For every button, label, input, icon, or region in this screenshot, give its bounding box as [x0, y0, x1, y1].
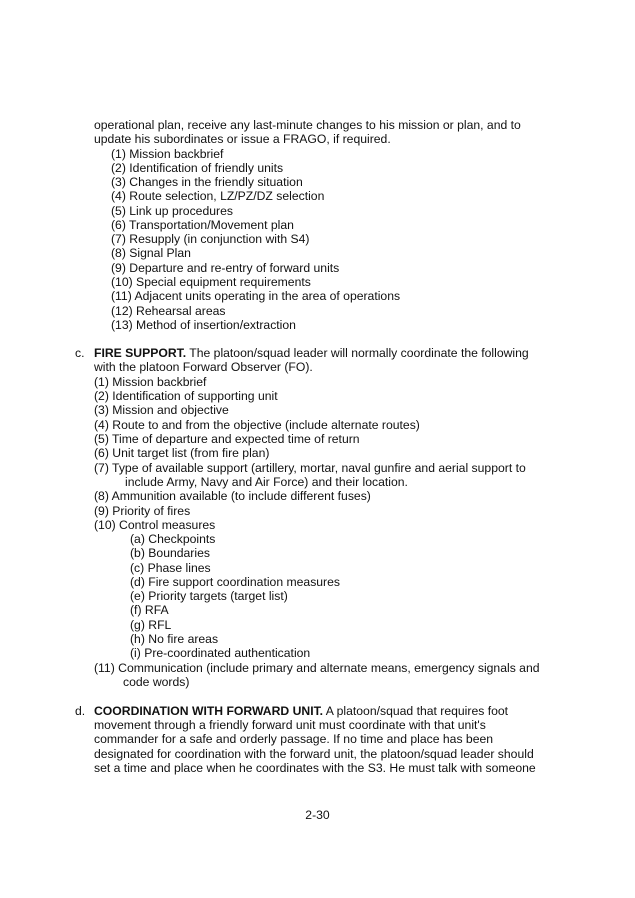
paragraph-line: set a time and place when he coordinates with the S3. He must talk with someone [94, 761, 536, 775]
list-item: (6) Unit target list (from fire plan) [94, 446, 270, 460]
list-item: (8) Ammunition available (to include different fuses) [94, 489, 371, 503]
paragraph-line: movement through a friendly forward unit must coordinate with that unit's [94, 718, 486, 732]
sub-list-item: (c) Phase lines [130, 561, 211, 575]
section-heading: COORDINATION WITH FORWARD UNIT. [94, 704, 324, 718]
paragraph-text: A platoon/squad that requires foot [323, 704, 509, 718]
paragraph-line: commander for a safe and orderly passage. If no time and place has been [94, 732, 494, 746]
paragraph-line: operational plan, receive any last-minute changes to his mission or plan, and to [94, 118, 521, 132]
list-item: (7) Resupply (in conjunction with S4) [111, 232, 310, 246]
list-item: (10) Control measures [94, 518, 216, 532]
list-item: (3) Mission and objective [94, 403, 229, 417]
list-item: (13) Method of insertion/extraction [111, 318, 296, 332]
sub-list-item: (f) RFA [130, 603, 169, 617]
list-item: (1) Mission backbrief [111, 147, 224, 161]
sub-list-item: (i) Pre-coordinated authentication [130, 646, 311, 660]
list-item: (8) Signal Plan [111, 246, 191, 260]
list-item: (10) Special equipment requirements [111, 275, 311, 289]
list-item: (4) Route selection, LZ/PZ/DZ selection [111, 189, 325, 203]
section-heading-line [94, 704, 508, 718]
list-item: (3) Changes in the friendly situation [111, 175, 303, 189]
paragraph-line: update his subordinates or issue a FRAGO, if required. [94, 132, 391, 146]
list-item: (1) Mission backbrief [94, 375, 207, 389]
list-item: (5) Link up procedures [111, 204, 233, 218]
sub-list-item: (d) Fire support coordination measures [130, 575, 340, 589]
list-item-continuation: include Army, Navy and Air Force) and their location. [125, 475, 408, 489]
sub-list-item: (a) Checkpoints [130, 532, 216, 546]
list-item: (12) Rehearsal areas [111, 304, 226, 318]
list-item: (11) Adjacent units operating in the area of operations [111, 289, 401, 303]
page-number: 2-30 [305, 808, 330, 822]
section-heading: FIRE SUPPORT. [94, 346, 187, 360]
list-item: (7) Type of available support (artillery, mortar, naval gunfire and aerial support to [94, 461, 526, 475]
sub-list-item: (h) No fire areas [130, 632, 219, 646]
list-item: (9) Departure and re-entry of forward units [111, 261, 340, 275]
section-heading-line [94, 346, 529, 360]
list-item: (11) Communication (include primary and alternate means, emergency signals and [94, 661, 540, 675]
list-item: (5) Time of departure and expected time of return [94, 432, 360, 446]
list-item: (2) Identification of supporting unit [94, 389, 278, 403]
list-item: (2) Identification of friendly units [111, 161, 284, 175]
list-item: (6) Transportation/Movement plan [111, 218, 294, 232]
list-item: (9) Priority of fires [94, 504, 191, 518]
sub-list-item: (b) Boundaries [130, 546, 210, 560]
list-item: (4) Route to and from the objective (include alternate routes) [94, 418, 420, 432]
paragraph-text: The platoon/squad leader will normally coordinate the following [186, 346, 529, 360]
paragraph-line: designated for coordination with the forward unit, the platoon/squad leader should [94, 747, 534, 761]
sub-list-item: (g) RFL [130, 618, 172, 632]
paragraph-line: with the platoon Forward Observer (FO). [94, 360, 313, 374]
section-marker: d. [75, 704, 86, 718]
list-item-continuation: code words) [123, 675, 190, 689]
section-marker: c. [75, 346, 85, 360]
sub-list-item: (e) Priority targets (target list) [130, 589, 288, 603]
